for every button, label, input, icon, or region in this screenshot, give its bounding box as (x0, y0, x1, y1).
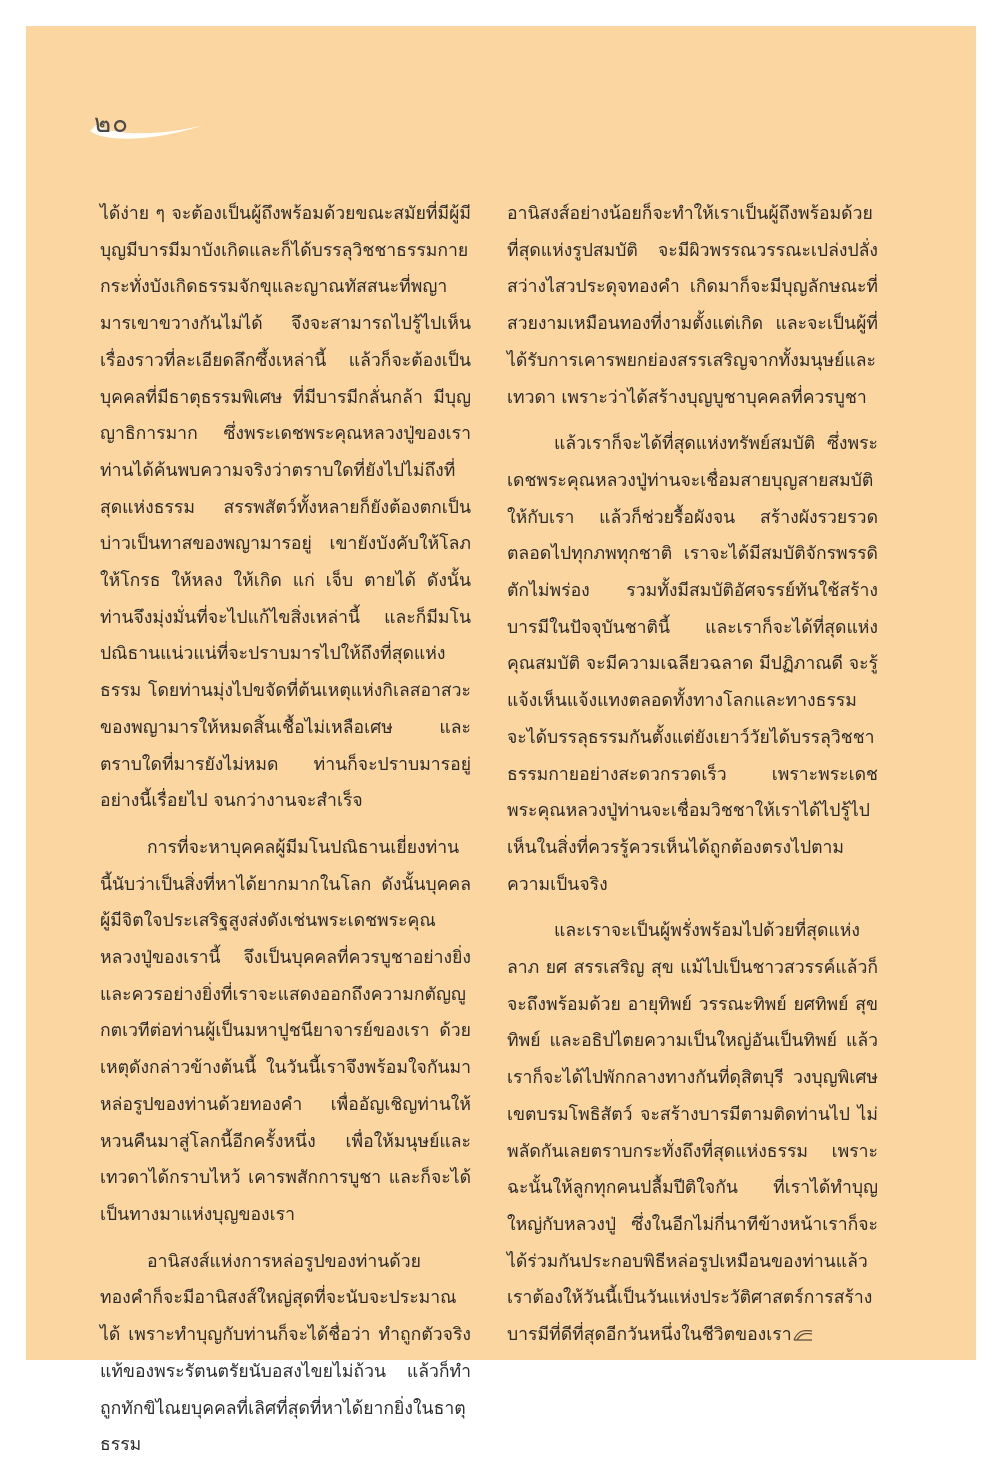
paragraph: การที่จะหาบุคคลผู้มีมโนปณิธานเยี่ยงท่านนี้นับว่าเป็นสิ่งที่หาได้ยากมากในโลก ดังนั้นบุคคลผู้มีจิตใจประเสริฐสูงส่งดังเช่นพระเดชพระคุณหลวงปู่ของเรานี้ จึงเป็นบุคคลที่ควรบูชาอย่างยิ่ง และควรอย่างยิ่งที่เราจะแสดงออกถึงความกตัญญูกตเวทีต่อท่านผู้เป็นมหาปูชนียาจารย์ของเรา ด้วยเหตุดังกล่าวข้างต้นนี้ ในวันนี้เราจึงพร้อมใจกันมาหล่อรูปของท่านด้วยทองคำ เพื่ออัญเชิญท่านให้หวนคืนมาสู่โลกนี้อีกครั้งหนึ่ง เพื่อให้มนุษย์และเทวดาได้กราบไหว้ เคารพสักการบูชา และก็จะได้เป็นทางมาแห่งบุญของเรา (100, 837, 471, 1225)
right-column (507, 196, 878, 1354)
paragraph: อานิสงส์อย่างน้อยก็จะทำให้เราเป็นผู้ถึงพร้อมด้วยที่สุดแห่งรูปสมบัติ จะมีผิวพรรณวรรณะเปล่งปลั่งสว่างไสวประดุจทองคำ เกิดมาก็จะมีบุญลักษณะที่สวยงามเหมือนทองที่งามตั้งแต่เกิด และจะเป็นผู้ที่ได้รับการเคารพยกย่องสรรเสริญจากทั้งมนุษย์และเทวดา เพราะว่าได้สร้างบุญบูชาบุคคลที่ควรบูชา (507, 204, 878, 408)
paragraph: ได้ง่าย ๆ จะต้องเป็นผู้ถึงพร้อมด้วยขณะสมัยที่มีผู้มีบุญมีบารมีมาบังเกิดและก็ได้บรรลุวิชชาธรรมกายกระทั่งบังเกิดธรรมจักขุและญาณทัสสนะที่พญามารเขาขวางกันไม่ได้ จึงจะสามารถไปรู้ไปเห็นเรื่องราวที่ละเอียดลึกซึ้งเหล่านี้ แล้วก็จะต้องเป็นบุคคลที่มีธาตุธรรมพิเศษ ที่มีบารมีกลั่นกล้า มีบุญญาธิการมาก ซึ่งพระเดชพระคุณหลวงปู่ของเราท่านได้ค้นพบความจริงว่าตราบใดที่ยังไปไม่ถึงที่สุดแห่งธรรม สรรพสัตว์ทั้งหลายก็ยังต้องตกเป็นบ่าวเป็นทาสของพญามารอยู่ เขายังบังคับให้โลภ ให้โกรธ ให้หลง ให้เกิด แก่ เจ็บ ตายได้ ดังนั้นท่านจึงมุ่งมั่นที่จะไปแก้ไขสิ่งเหล่านี้ และก็มีมโนปณิธานแน่วแน่ที่จะปราบมารไปให้ถึงที่สุดแห่งธรรม โดยท่านมุ่งไปขจัดที่ต้นเหตุแห่งกิเลสอาสวะของพญามารให้หมดสิ้นเชื้อไม่เหลือเศษ และตราบใดที่มารยังไม่หมด ท่านก็จะปราบมารอยู่อย่างนี้เรื่อยไป จนกว่างานจะสำเร็จ (100, 204, 471, 812)
paragraph: อานิสงส์แห่งการหล่อรูปของท่านด้วยทองคำก็จะมีอานิสงส์ใหญ่สุดที่จะนับจะประมาณได้ เพราะทำบุญกับท่านก็จะได้ชื่อว่า ทำถูกตัวจริงแท้ของพระรัตนตรัยนับอสงไขยไม่ถ้วน แล้วก็ทำถูกทักขิไณยบุคคลที่เลิศที่สุดที่หาได้ยากยิ่งในธาตุธรรม (100, 1251, 471, 1456)
last-paragraph (507, 913, 878, 1353)
end-of-article-icon (792, 1328, 814, 1342)
page-number-badge (86, 101, 206, 141)
left-column (100, 196, 471, 1464)
paragraph: แล้วเราก็จะได้ที่สุดแห่งทรัพย์สมบัติ ซึ่งพระเดชพระคุณหลวงปู่ท่านจะเชื่อมสายบุญสายสมบัติให้กับเรา แล้วก็ช่วยรื้อผังจน สร้างผังรวยรวดตลอดไปทุกภพทุกชาติ เราจะได้มีสมบัติจักรพรรดิตักไม่พร่อง รวมทั้งมีสมบัติอัศจรรย์ทันใช้สร้างบารมีในปัจจุบันชาตินี้ และเราก็จะได้ที่สุดแห่งคุณสมบัติ จะมีความเฉลียวฉลาด มีปฏิภาณดี จะรู้แจ้งเห็นแจ้งแทงตลอดทั้งทางโลกและทางธรรม จะได้บรรลุธรรมกันตั้งแต่ยังเยาว์วัยได้บรรลุวิชชาธรรมกายอย่างสะดวกรวดเร็ว เพราะพระเดชพระคุณหลวงปู่ท่านจะเชื่อมวิชชาให้เราได้ไปรู้ไปเห็นในสิ่งที่ควรรู้ควรเห็นได้ถูกต้องตรงไปตามความเป็นจริง (507, 434, 878, 895)
page-number: ๒๐ (94, 109, 130, 139)
paragraph-text: และเราจะเป็นผู้พรั่งพร้อมไปด้วยที่สุดแห่งลาภ ยศ สรรเสริญ สุข แม้ไปเป็นชาวสวรรค์แล้วก็จะถึงพร้อมด้วย อายุทิพย์ วรรณะทิพย์ ยศทิพย์ สุขทิพย์ และอธิปไตยความเป็นใหญ่อันเป็นทิพย์ แล้วเราก็จะได้ไปพักกลางทางกันที่ดุสิตบุรี วงบุญพิเศษ เขตบรมโพธิสัตว์ จะสร้างบารมีตามติดท่านไป ไม่พลัดกันเลยตราบกระทั่งถึงที่สุดแห่งธรรม เพราะฉะนั้นให้ลูกทุกคนปลื้มปีติใจกัน ที่เราได้ทำบุญใหญ่กับหลวงปู่ ซึ่งในอีกไม่กี่นาทีข้างหน้าเราก็จะได้ร่วมกันประกอบพิธีหล่อรูปเหมือนของท่านแล้ว เราต้องให้วันนี้เป็นวันแห่งประวัติศาสตร์การสร้างบารมีที่ดีที่สุดอีกวันหนึ่งในชีวิตของเรา (507, 921, 878, 1346)
magazine-page (26, 26, 976, 1456)
